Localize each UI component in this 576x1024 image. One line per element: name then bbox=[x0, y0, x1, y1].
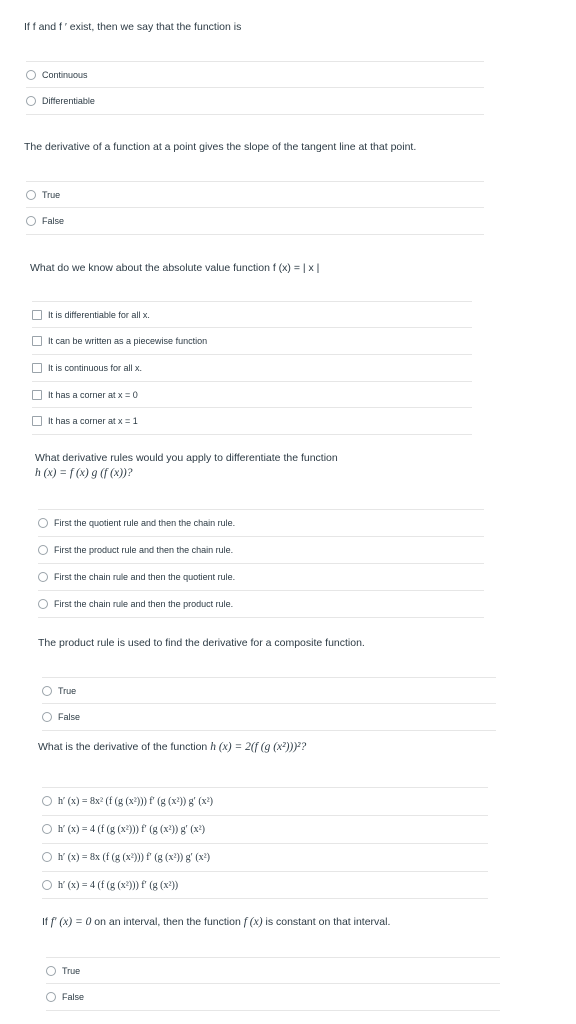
option-label: First the chain rule and then the product rule. bbox=[54, 599, 234, 609]
question-6-prompt-math: h (x) = 2(f (g (x²)))²? bbox=[210, 741, 307, 753]
option-label: It is continuous for all x. bbox=[48, 363, 143, 373]
question-4-prompt-math: h (x) = f (x) g (f (x))? bbox=[35, 467, 133, 479]
question-1-prompt: If f and f ′ exist, then we say that the function is bbox=[24, 21, 242, 33]
question-4-prompt-line1: What derivative rules would you apply to differentiate the function bbox=[35, 452, 338, 464]
question-7-prompt-math2: f (x) bbox=[243, 916, 263, 928]
option-label: It has a corner at x = 0 bbox=[48, 390, 138, 400]
q6-option-2[interactable] bbox=[42, 815, 488, 842]
option-label: True bbox=[62, 966, 81, 976]
checkbox[interactable] bbox=[32, 336, 42, 346]
option-label: First the quotient rule and then the chain rule. bbox=[54, 518, 236, 528]
option-label: It is differentiable for all x. bbox=[48, 310, 150, 320]
q3-option-4[interactable] bbox=[32, 381, 472, 408]
q3-option-3[interactable] bbox=[32, 354, 472, 381]
q3-option-2[interactable] bbox=[32, 327, 472, 354]
question-7-prompt bbox=[42, 915, 390, 930]
radio-button[interactable] bbox=[26, 216, 36, 226]
radio-button[interactable] bbox=[38, 599, 48, 609]
q4-option-3[interactable] bbox=[38, 563, 484, 590]
checkbox[interactable] bbox=[32, 416, 42, 426]
question-6-prompt-text: What is the derivative of the function bbox=[38, 741, 211, 753]
q3-option-1[interactable] bbox=[32, 301, 472, 328]
question-7-prompt-c: is constant on that interval. bbox=[262, 916, 391, 928]
option-label: h′ (x) = 4 (f (g (x²))) f′ (g (x²)) bbox=[58, 879, 179, 891]
radio-button[interactable] bbox=[38, 545, 48, 555]
checkbox[interactable] bbox=[32, 310, 42, 320]
radio-button[interactable] bbox=[26, 96, 36, 106]
q5-option-true[interactable] bbox=[42, 677, 496, 704]
q7-option-false[interactable] bbox=[46, 983, 500, 1011]
radio-button[interactable] bbox=[38, 572, 48, 582]
question-3-prompt: What do we know about the absolute value function f (x) = | x | bbox=[30, 262, 320, 274]
question-7-prompt-a: If bbox=[42, 916, 51, 928]
q6-option-1[interactable] bbox=[42, 787, 488, 814]
option-label: Continuous bbox=[42, 70, 88, 80]
question-6-prompt bbox=[38, 740, 306, 755]
q6-option-3[interactable] bbox=[42, 843, 488, 870]
radio-button[interactable] bbox=[42, 796, 52, 806]
radio-button[interactable] bbox=[26, 70, 36, 80]
q1-option-continuous[interactable] bbox=[26, 61, 484, 88]
q6-option-4[interactable] bbox=[42, 871, 488, 899]
option-label: False bbox=[42, 216, 65, 226]
radio-button[interactable] bbox=[42, 712, 52, 722]
q4-option-4[interactable] bbox=[38, 590, 484, 618]
q4-option-1[interactable] bbox=[38, 509, 484, 536]
radio-button[interactable] bbox=[42, 686, 52, 696]
q7-option-true[interactable] bbox=[46, 957, 500, 984]
radio-button[interactable] bbox=[42, 824, 52, 834]
option-label: False bbox=[58, 712, 81, 722]
option-label: It has a corner at x = 1 bbox=[48, 416, 138, 426]
question-7-prompt-b: on an interval, then the function bbox=[91, 916, 244, 928]
option-label: It can be written as a piecewise function bbox=[48, 336, 208, 346]
question-4-prompt bbox=[35, 451, 338, 481]
checkbox[interactable] bbox=[32, 363, 42, 373]
q4-option-2[interactable] bbox=[38, 536, 484, 563]
option-label: h′ (x) = 4 (f (g (x²))) f′ (g (x²)) g′ (x²) bbox=[58, 823, 205, 835]
q3-option-5[interactable] bbox=[32, 407, 472, 435]
option-label: True bbox=[58, 686, 77, 696]
question-5-prompt: The product rule is used to find the derivative for a composite function. bbox=[38, 637, 365, 649]
q1-option-differentiable[interactable] bbox=[26, 87, 484, 115]
q5-option-false[interactable] bbox=[42, 703, 496, 731]
q2-option-false[interactable] bbox=[26, 207, 484, 235]
option-label: False bbox=[62, 992, 85, 1002]
option-label: h′ (x) = 8x (f (g (x²))) f′ (g (x²)) g′ (x²) bbox=[58, 851, 210, 863]
option-label: First the chain rule and then the quotient rule. bbox=[54, 572, 236, 582]
checkbox[interactable] bbox=[32, 390, 42, 400]
radio-button[interactable] bbox=[46, 992, 56, 1002]
option-label: True bbox=[42, 190, 61, 200]
radio-button[interactable] bbox=[46, 966, 56, 976]
question-7-prompt-math1: f′ (x) = 0 bbox=[50, 916, 92, 928]
option-label: h′ (x) = 8x² (f (g (x²))) f′ (g (x²)) g′ (x²) bbox=[58, 795, 213, 807]
radio-button[interactable] bbox=[26, 190, 36, 200]
radio-button[interactable] bbox=[38, 518, 48, 528]
question-2-prompt: The derivative of a function at a point gives the slope of the tangent line at that point. bbox=[24, 141, 417, 153]
q2-option-true[interactable] bbox=[26, 181, 484, 208]
option-label: Differentiable bbox=[42, 96, 95, 106]
option-label: First the product rule and then the chain rule. bbox=[54, 545, 234, 555]
radio-button[interactable] bbox=[42, 852, 52, 862]
radio-button[interactable] bbox=[42, 880, 52, 890]
